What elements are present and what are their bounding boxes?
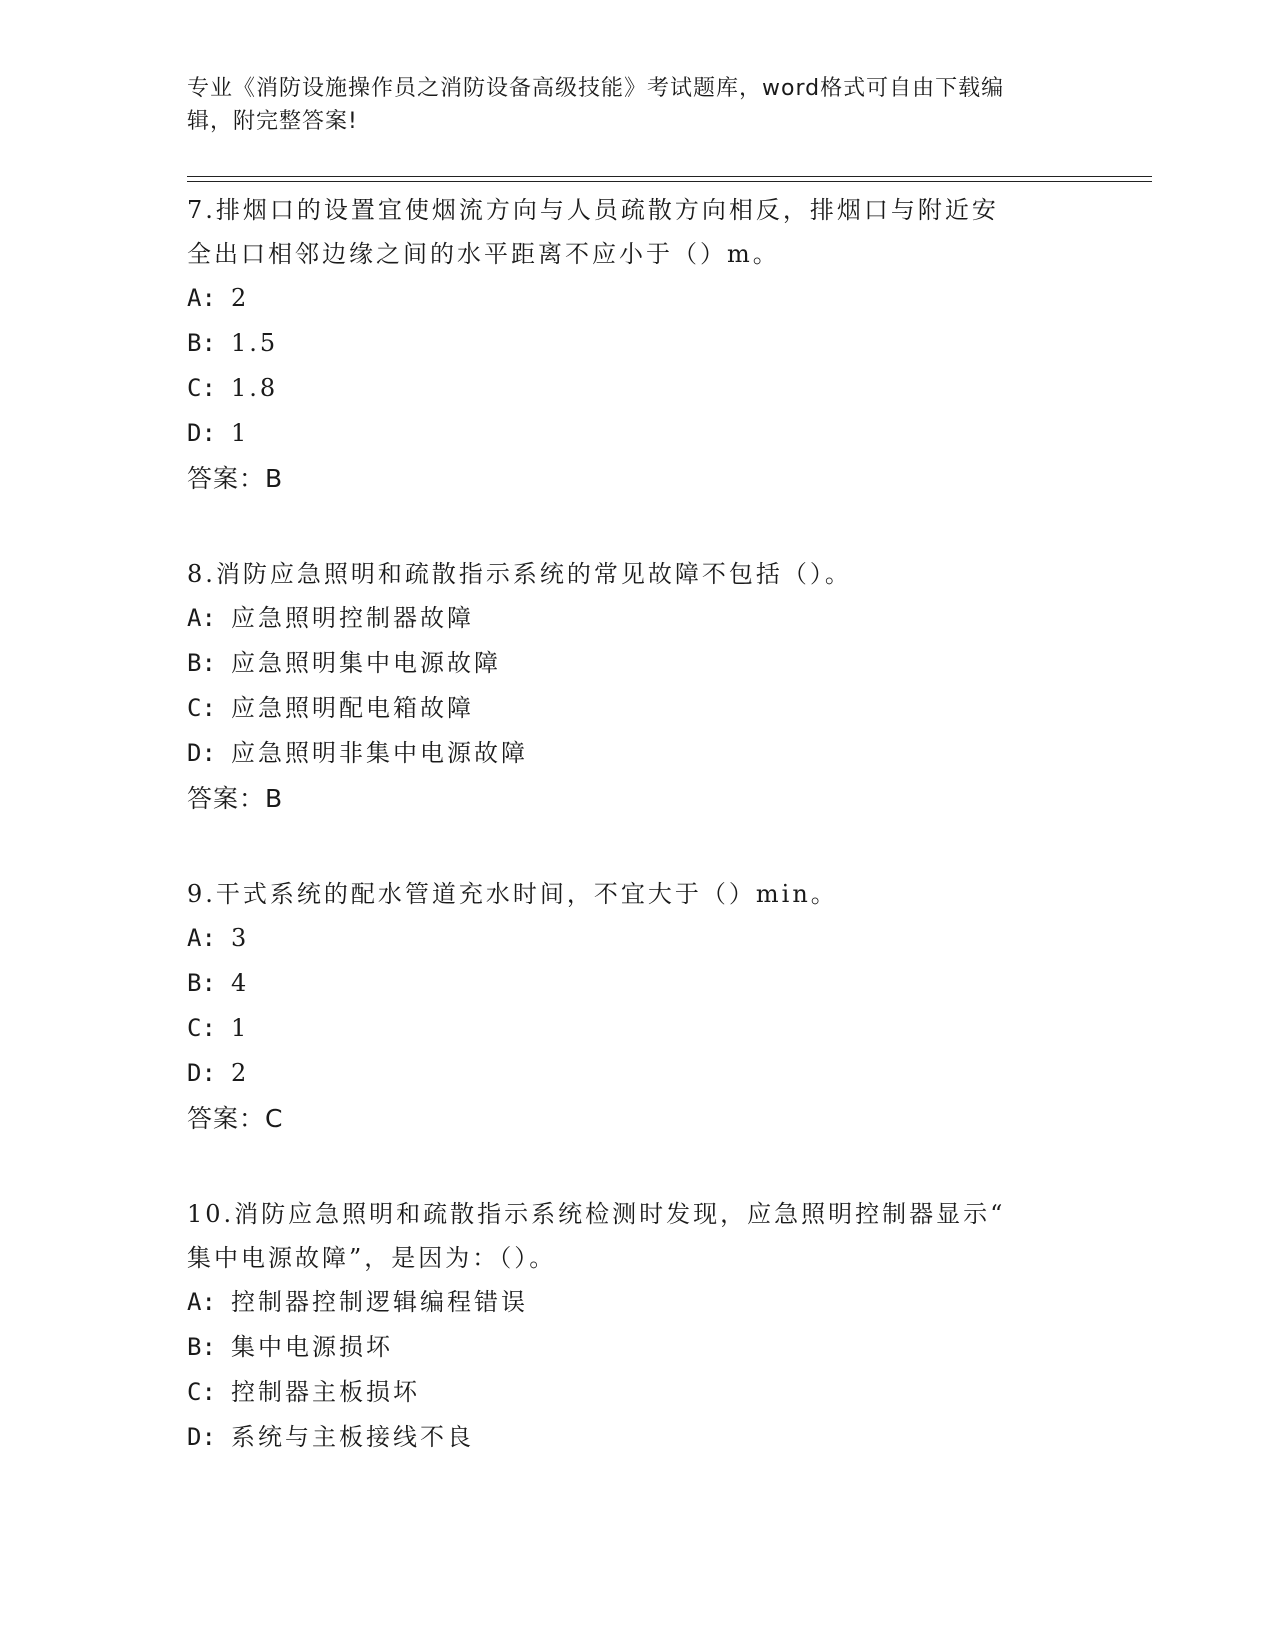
question-stem-line-1: 9.干式系统的配水管道充水时间，不宜大于（）min。 [187, 880, 838, 908]
question-7 [187, 188, 1087, 502]
option-text: 应急照明非集中电源故障 [231, 739, 528, 767]
option-c [187, 686, 1087, 731]
option-key: C: [187, 374, 216, 402]
question-8 [187, 552, 1087, 822]
option-d [187, 731, 1087, 776]
option-text: 3 [231, 924, 250, 952]
option-d [187, 1415, 1087, 1460]
option-text: 2 [231, 1059, 250, 1087]
option-d [187, 1051, 1087, 1096]
answer: 答案：C [187, 1104, 284, 1133]
option-text: 控制器控制逻辑编程错误 [231, 1288, 528, 1316]
option-b [187, 321, 1087, 366]
option-a [187, 276, 1087, 321]
question-10 [187, 1192, 1087, 1460]
option-text: 1.5 [231, 329, 279, 357]
option-key: A: [187, 604, 216, 632]
option-a [187, 596, 1087, 641]
option-key: B: [187, 329, 216, 357]
question-stem-line-1: 7.排烟口的设置宜使烟流方向与人员疏散方向相反，排烟口与附近安 [187, 196, 999, 224]
option-text: 应急照明控制器故障 [231, 604, 474, 632]
option-c [187, 366, 1087, 411]
option-a [187, 916, 1087, 961]
option-a [187, 1280, 1087, 1325]
option-text: 1.8 [231, 374, 279, 402]
question-stem-line-2: 全出口相邻边缘之间的水平距离不应小于（）m。 [187, 240, 780, 268]
option-key: D: [187, 1423, 216, 1451]
header-line-2: 辑，附完整答案! [187, 109, 358, 134]
document-header [187, 72, 1067, 138]
option-key: C: [187, 1014, 216, 1042]
option-text: 2 [231, 284, 250, 312]
question-stem-line-2: 集中电源故障”，是因为：（）。 [187, 1244, 557, 1272]
option-c [187, 1370, 1087, 1415]
header-divider-top [187, 176, 1152, 177]
option-c [187, 1006, 1087, 1051]
header-line-1: 专业《消防设施操作员之消防设备高级技能》考试题库，word格式可自由下载编 [187, 76, 1005, 101]
option-b [187, 641, 1087, 686]
answer: 答案：B [187, 464, 284, 493]
option-text: 系统与主板接线不良 [231, 1423, 474, 1451]
option-text: 1 [231, 1014, 250, 1042]
answer: 答案：B [187, 784, 284, 813]
option-key: A: [187, 284, 216, 312]
question-9 [187, 872, 1087, 1142]
option-key: A: [187, 1288, 216, 1316]
question-stem-line-1: 8.消防应急照明和疏散指示系统的常见故障不包括（）。 [187, 560, 852, 588]
option-text: 集中电源损坏 [231, 1333, 393, 1361]
option-text: 1 [231, 419, 250, 447]
option-text: 应急照明配电箱故障 [231, 694, 474, 722]
option-key: D: [187, 739, 216, 767]
option-key: D: [187, 1059, 216, 1087]
option-key: A: [187, 924, 216, 952]
header-divider-bottom [187, 181, 1152, 182]
option-key: C: [187, 1378, 216, 1406]
option-text: 4 [231, 969, 250, 997]
option-text: 应急照明集中电源故障 [231, 649, 501, 677]
option-key: B: [187, 1333, 216, 1361]
option-d [187, 411, 1087, 456]
question-stem-line-1: 10.消防应急照明和疏散指示系统检测时发现，应急照明控制器显示“ [187, 1200, 1006, 1228]
option-text: 控制器主板损坏 [231, 1378, 420, 1406]
option-key: D: [187, 419, 216, 447]
option-key: B: [187, 649, 216, 677]
option-b [187, 961, 1087, 1006]
option-key: C: [187, 694, 216, 722]
option-key: B: [187, 969, 216, 997]
option-b [187, 1325, 1087, 1370]
